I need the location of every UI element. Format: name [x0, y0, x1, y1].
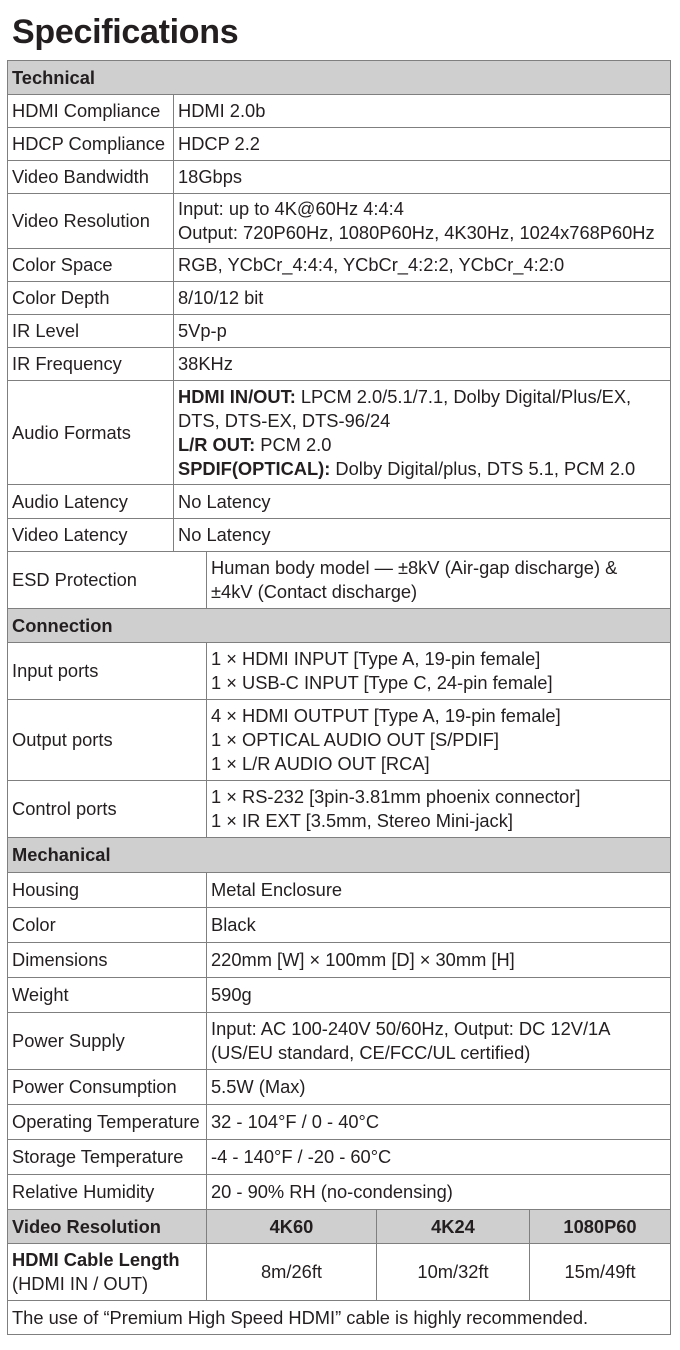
spec-value-line: DTS, DTS-EX, DTS-96/24: [178, 409, 391, 431]
spec-label: Video Resolution: [8, 194, 174, 249]
spec-value: 18Gbps: [174, 161, 671, 194]
spec-label: Power Supply: [8, 1013, 207, 1070]
spec-row: [8, 485, 671, 519]
spec-row: [8, 161, 671, 194]
section-title: Connection: [12, 614, 113, 636]
section-header-technical: [8, 61, 671, 95]
spec-row: [8, 128, 671, 161]
spec-label: Housing: [8, 873, 207, 908]
spec-value-line: 4 × HDMI OUTPUT [Type A, 19-pin female]: [211, 705, 561, 726]
spec-row: [8, 282, 671, 315]
note-row: [8, 1301, 671, 1335]
cable-note: The use of “Premium High Speed HDMI” cable is highly recommended.: [8, 1301, 671, 1335]
audio-format-text: LPCM 2.0/5.1/7.1, Dolby Digital/Plus/EX,: [295, 385, 632, 407]
spec-value: Metal Enclosure: [207, 873, 671, 908]
cable-header-cell: 4K24: [377, 1210, 530, 1244]
spec-label: Color Space: [8, 249, 174, 282]
spec-value: [207, 700, 671, 781]
spec-value-line: Human body model — ±8kV (Air-gap discharge) &: [211, 557, 618, 578]
spec-row: [8, 908, 671, 943]
spec-value: Black: [207, 908, 671, 943]
audio-format-heading: SPDIF(OPTICAL):: [178, 457, 331, 479]
spec-value-line: (US/EU standard, CE/FCC/UL certified): [211, 1042, 531, 1063]
spec-row: [8, 1175, 671, 1210]
spec-value: 590g: [207, 978, 671, 1013]
spec-value: 220mm [W] × 100mm [D] × 30mm [H]: [207, 943, 671, 978]
spec-label: Video Bandwidth: [8, 161, 174, 194]
spec-label: Control ports: [8, 781, 207, 838]
spec-row: [8, 643, 671, 700]
spec-value: [174, 194, 671, 249]
section-title: Mechanical: [12, 844, 111, 865]
spec-label: IR Level: [8, 315, 174, 348]
audio-format-heading: L/R OUT:: [178, 433, 256, 455]
spec-value-line: 1 × USB-C INPUT [Type C, 24-pin female]: [211, 672, 553, 693]
cable-row-label: [8, 1244, 207, 1301]
spec-value-line: Input: AC 100-240V 50/60Hz, Output: DC 12V/1A: [211, 1018, 611, 1039]
spec-row: [8, 348, 671, 381]
spec-row: [8, 943, 671, 978]
audio-format-heading: HDMI IN/OUT:: [178, 385, 296, 407]
spec-value-line: 1 × OPTICAL AUDIO OUT [S/PDIF]: [211, 729, 500, 750]
spec-row: [8, 781, 671, 838]
spec-value: 8/10/12 bit: [174, 282, 671, 315]
spec-value-line: Output: 720P60Hz, 1080P60Hz, 4K30Hz, 1024x768P60Hz: [178, 222, 655, 243]
cable-header-cell: 4K60: [207, 1210, 377, 1244]
spec-label: Output ports: [8, 700, 207, 781]
spec-label: Operating Temperature: [8, 1105, 207, 1140]
spec-label: ESD Protection: [8, 552, 207, 609]
section-header-connection: [8, 609, 671, 643]
cable-header-cell: 1080P60: [530, 1210, 671, 1244]
spec-label: IR Frequency: [8, 348, 174, 381]
cable-length-value: 15m/49ft: [530, 1244, 671, 1301]
spec-value: [207, 552, 671, 609]
spec-row: [8, 700, 671, 781]
spec-value-line: 1 × IR EXT [3.5mm, Stereo Mini-jack]: [211, 810, 513, 831]
spec-label: Color: [8, 908, 207, 943]
spec-value-line: 1 × RS-232 [3pin-3.81mm phoenix connector]: [211, 786, 581, 807]
spec-row: [8, 194, 671, 249]
spec-row: [8, 381, 671, 485]
spec-label: Input ports: [8, 643, 207, 700]
spec-value-line: 1 × L/R AUDIO OUT [RCA]: [211, 753, 430, 774]
spec-label: Dimensions: [8, 943, 207, 978]
spec-value: No Latency: [174, 485, 671, 519]
spec-value: HDMI 2.0b: [174, 95, 671, 128]
spec-label: Video Latency: [8, 519, 174, 552]
spec-label: Audio Formats: [8, 381, 174, 485]
spec-value: RGB, YCbCr_4:4:4, YCbCr_4:2:2, YCbCr_4:2:0: [174, 249, 671, 282]
spec-value: 20 - 90% RH (no-condensing): [207, 1175, 671, 1210]
spec-value: HDCP 2.2: [174, 128, 671, 161]
section-title: Technical: [12, 66, 95, 88]
spec-value: 38KHz: [174, 348, 671, 381]
spec-label: Weight: [8, 978, 207, 1013]
spec-label: Power Consumption: [8, 1070, 207, 1105]
spec-row: [8, 1140, 671, 1175]
spec-value-line: Input: up to 4K@60Hz 4:4:4: [178, 198, 404, 219]
spec-value: [207, 1013, 671, 1070]
spec-row: [8, 1070, 671, 1105]
spec-row: [8, 1013, 671, 1070]
spec-value: -4 - 140°F / -20 - 60°C: [207, 1140, 671, 1175]
spec-label: Storage Temperature: [8, 1140, 207, 1175]
page-title: Specifications: [12, 13, 239, 51]
spec-label: HDCP Compliance: [8, 128, 174, 161]
spec-value: 5.5W (Max): [207, 1070, 671, 1105]
cable-row-label-sub: (HDMI IN / OUT): [12, 1273, 149, 1294]
spec-value: No Latency: [174, 519, 671, 552]
cable-header-label: Video Resolution: [8, 1210, 207, 1244]
cable-length-value: 10m/32ft: [377, 1244, 530, 1301]
section-header-mechanical: [8, 838, 671, 873]
spec-row: [8, 552, 671, 609]
spec-value-line: [178, 385, 666, 409]
audio-format-text: PCM 2.0: [255, 433, 332, 455]
spec-value: [207, 643, 671, 700]
spec-label: Relative Humidity: [8, 1175, 207, 1210]
spec-value: [207, 781, 671, 838]
spec-label: Color Depth: [8, 282, 174, 315]
spec-label: Audio Latency: [8, 485, 174, 519]
cable-row-label-bold: HDMI Cable Length: [12, 1249, 180, 1270]
spec-row: [8, 315, 671, 348]
spec-row: [8, 249, 671, 282]
spec-value-line: [178, 433, 666, 457]
specifications-table: [7, 60, 671, 1335]
audio-format-text: Dolby Digital/plus, DTS 5.1, PCM 2.0: [330, 457, 636, 479]
cable-length-row: [8, 1244, 671, 1301]
spec-row: [8, 519, 671, 552]
spec-label: HDMI Compliance: [8, 95, 174, 128]
spec-value: [174, 381, 671, 485]
spec-value: 32 - 104°F / 0 - 40°C: [207, 1105, 671, 1140]
spec-row: [8, 95, 671, 128]
spec-row: [8, 978, 671, 1013]
spec-value-line: 1 × HDMI INPUT [Type A, 19-pin female]: [211, 648, 541, 669]
spec-value-line: ±4kV (Contact discharge): [211, 581, 418, 602]
spec-value: 5Vp-p: [174, 315, 671, 348]
spec-row: [8, 1105, 671, 1140]
cable-length-value: 8m/26ft: [207, 1244, 377, 1301]
cable-header-row: [8, 1210, 671, 1244]
spec-value-line: [178, 457, 666, 481]
spec-row: [8, 873, 671, 908]
